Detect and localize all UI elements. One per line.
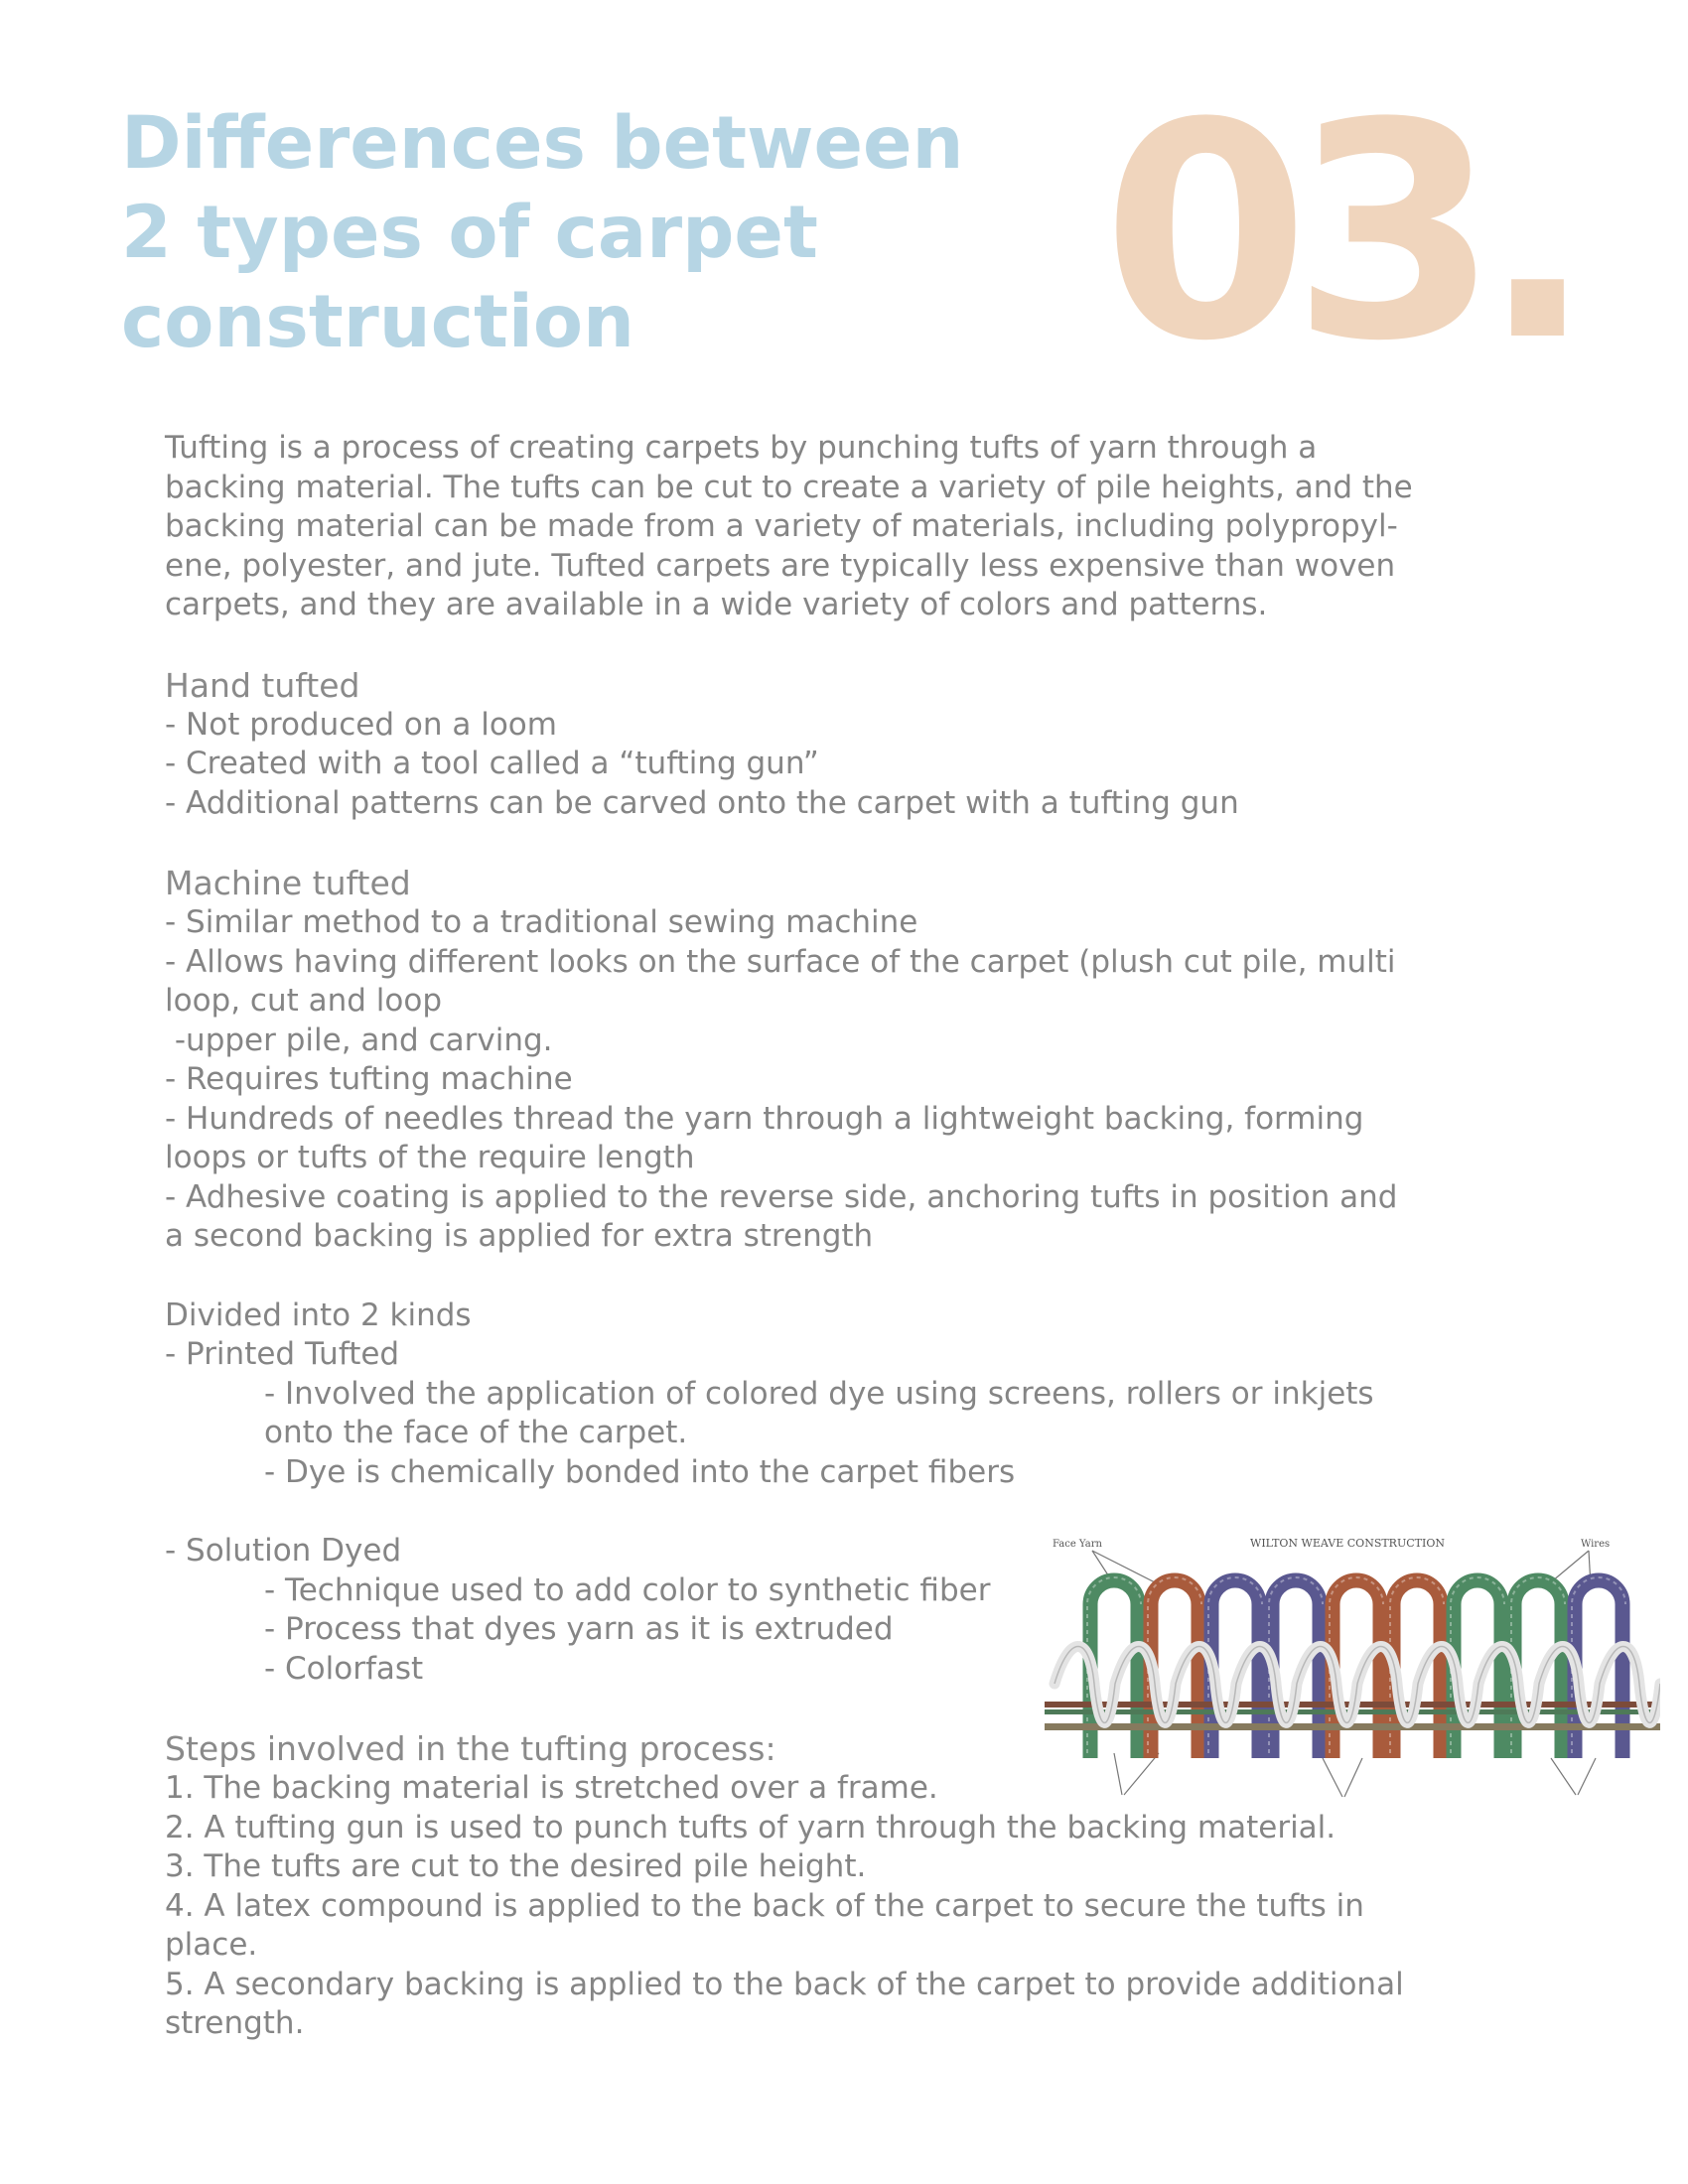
wire-strand (1405, 1629, 1408, 1689)
list-item: 4. A latex compound is applied to the back of the carpet to secure the tufts in (165, 1887, 1364, 1924)
list-item: - Colorfast (264, 1650, 424, 1687)
list-item: - Not produced on a loom (165, 706, 557, 743)
list-item: onto the face of the carpet. (264, 1415, 688, 1450)
list-item: loop, cut and loop (165, 983, 443, 1019)
spacer (165, 1257, 1505, 1297)
list-item: - Involved the application of colored dye using screens, rollers or inkjets (264, 1375, 1374, 1412)
list-item: - Allows having different looks on the surface of the carpet (plush cut pile, multi (165, 943, 1396, 980)
list-item: loops or tufts of the require length (165, 1140, 695, 1175)
printed-tufted-label: - Printed Tufted (165, 1336, 400, 1372)
wire-strand (1284, 1629, 1287, 1689)
spacer (165, 823, 1505, 863)
list-item: -upper pile, and carving. (165, 1022, 553, 1058)
list-item: - Requires tufting machine (165, 1061, 573, 1097)
wire-strand (1526, 1629, 1529, 1689)
steps-heading: Steps involved in the tufting process: (165, 1729, 776, 1768)
spacer (165, 625, 1505, 665)
intro-line: Tufting is a process of creating carpets by punching tufts of yarn through a (165, 430, 1318, 466)
list-item: 5. A secondary backing is applied to the back of the carpet to provide additional (165, 1966, 1404, 2002)
intro-line: carpets, and they are available in a wide variety of colors and patterns. (165, 587, 1268, 622)
wire-strand (1163, 1629, 1166, 1689)
title-line-2: 2 types of carpet (121, 191, 818, 275)
machine-tufted-heading: Machine tufted (165, 864, 411, 902)
page-title (121, 99, 963, 367)
section-number: 03. (1102, 60, 1577, 406)
diagram-title: WILTON WEAVE CONSTRUCTION (1250, 1537, 1445, 1550)
list-item: place. (165, 1927, 258, 1963)
list-item: strength. (165, 2005, 305, 2041)
list-item: - Process that dyes yarn as it is extruded (264, 1611, 894, 1647)
list-item: 2. A tufting gun is used to punch tufts of yarn through the backing material. (165, 1809, 1336, 1845)
wire-strand (1344, 1629, 1347, 1689)
diagram-label-wires: Wires (1581, 1539, 1611, 1550)
machine-tufted-section (165, 863, 1505, 1257)
diagram-label-face-yarn: Face Yarn (1053, 1539, 1102, 1550)
wire-strand (1223, 1629, 1226, 1689)
solution-dyed-label: - Solution Dyed (165, 1533, 402, 1569)
list-item: 1. The backing material is stretched over a frame. (165, 1770, 938, 1806)
hand-tufted-heading: Hand tufted (165, 665, 360, 705)
spacer (165, 1492, 1505, 1532)
wire-strand (1102, 1629, 1105, 1689)
hand-tufted-section (165, 665, 1505, 824)
wilton-weave-diagram (1045, 1535, 1660, 1803)
list-item: - Hundreds of needles thread the yarn through a lightweight backing, forming (165, 1100, 1364, 1137)
title-line-3: construction (121, 280, 635, 364)
list-item: - Dye is chemically bonded into the carpet fibers (264, 1453, 1016, 1490)
list-item: a second backing is applied for extra strength (165, 1218, 874, 1254)
list-item: - Additional patterns can be carved onto the carpet with a tufting gun (165, 784, 1239, 821)
list-item: - Technique used to add color to synthetic fiber (264, 1571, 991, 1608)
intro-line: ene, polyester, and jute. Tufted carpets are typically less expensive than woven (165, 547, 1396, 584)
kinds-heading: Divided into 2 kinds (165, 1297, 472, 1333)
list-item: - Similar method to a traditional sewing machine (165, 904, 918, 940)
wire-strand (1466, 1629, 1469, 1689)
wire-strand (1587, 1629, 1590, 1689)
intro-line: backing material can be made from a variety of materials, including polypropyl- (165, 508, 1398, 544)
intro-paragraph (165, 429, 1505, 625)
title-line-1: Differences between (121, 101, 964, 186)
list-item: - Adhesive coating is applied to the reverse side, anchoring tufts in position and (165, 1178, 1398, 1215)
list-item: - Created with a tool called a “tufting gun” (165, 746, 819, 781)
intro-line: backing material. The tufts can be cut to create a variety of pile heights, and the (165, 469, 1413, 505)
list-item: 3. The tufts are cut to the desired pile height. (165, 1848, 867, 1884)
